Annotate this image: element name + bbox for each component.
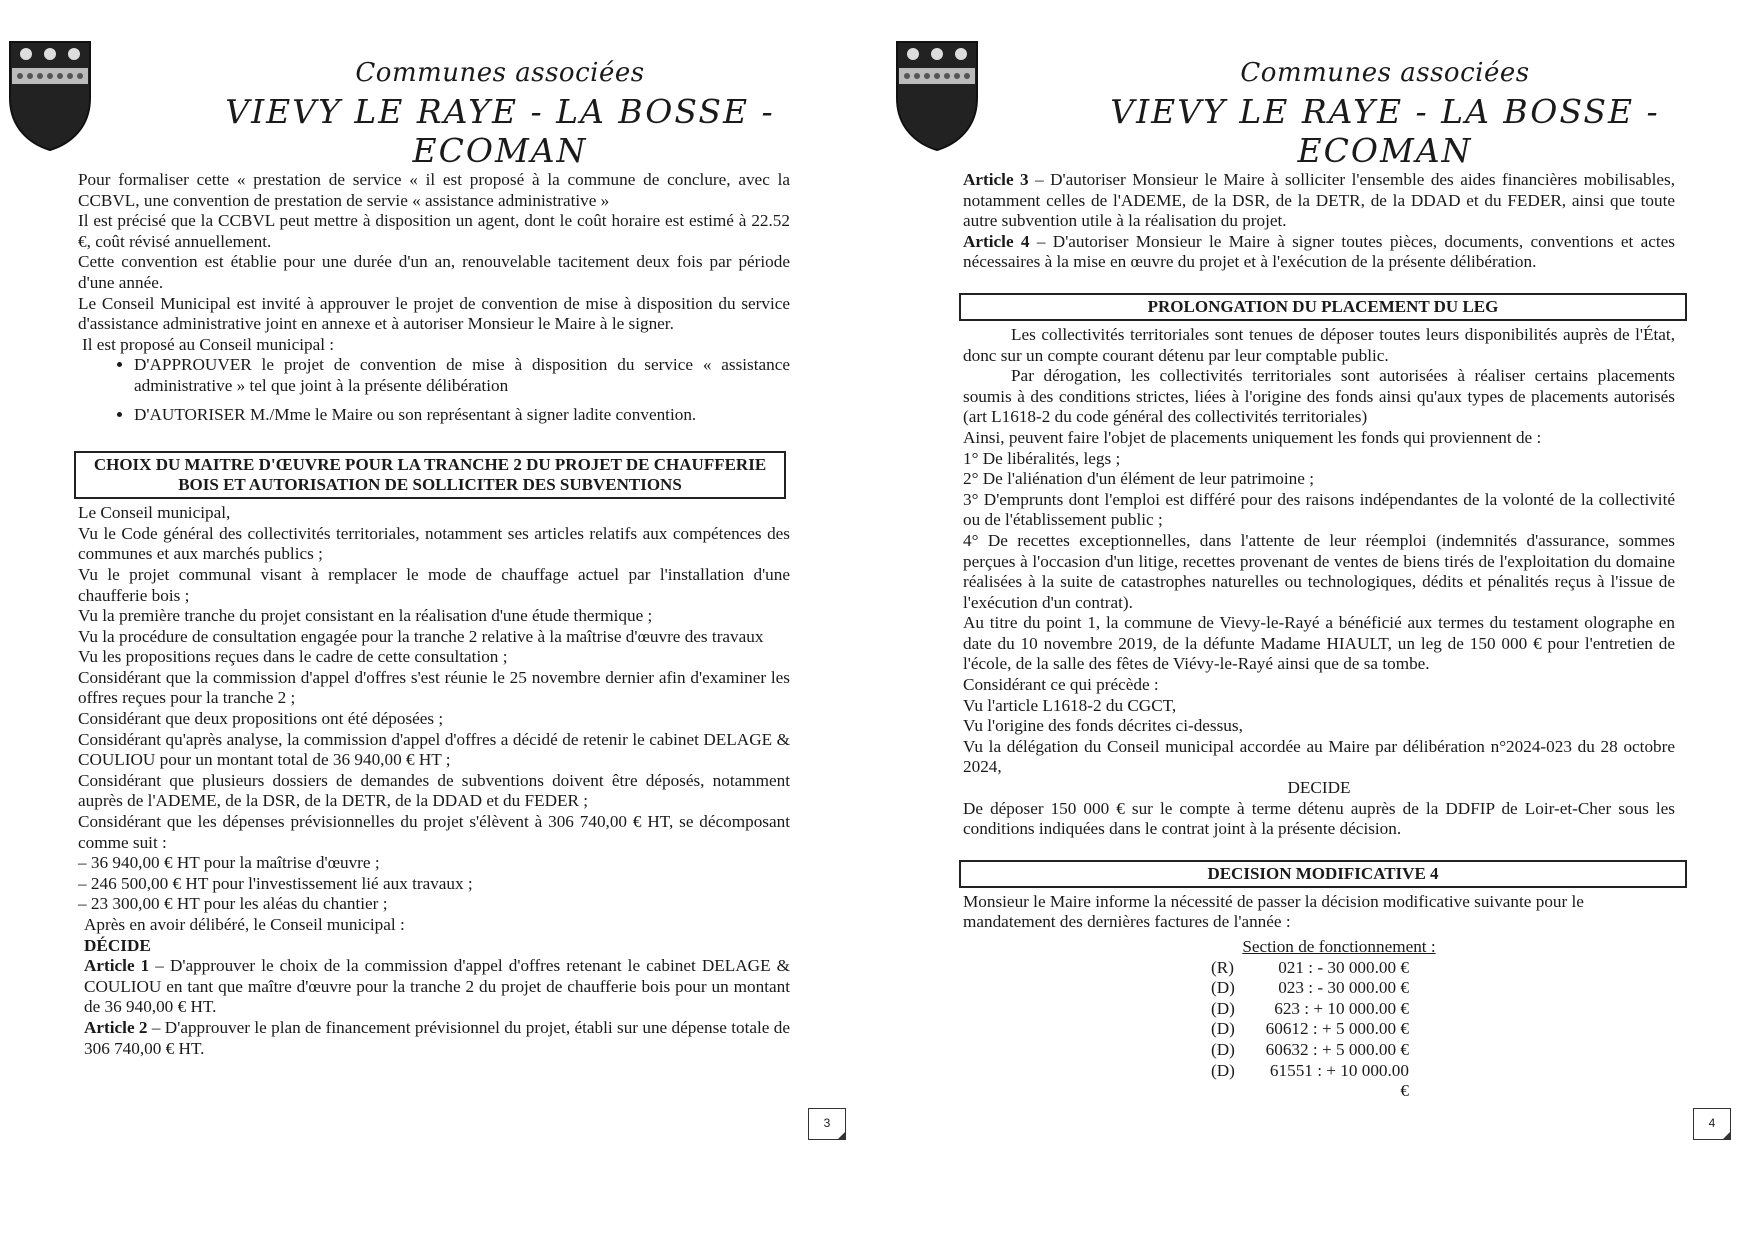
table-row — [963, 999, 1675, 1020]
letterhead-line2: VIEVY LE RAYE - LA BOSSE - ECOMAN — [225, 92, 775, 170]
dm-value: 023 : - 30 000.00 € — [1278, 978, 1409, 998]
intro-para: Le Conseil Municipal est invité à approuver le projet de convention de mise à disposition du service d'assistance administrative joint en annexe et à autoriser Monsieur le Maire à le signer. — [78, 293, 790, 334]
leg-item: 4° De recettes exceptionnelles, dans l'attente de leur réemploi (indemnités d'assurance, sommes perçues à l'occasion d'un litige, recettes provenant de ventes de biens tirés de l'exploitation du domaine réalisées à la suite de catastrophes naturelles ou technologiques, dédits et pénalités reçus à l'issue de l'exécution d'un contrat). — [963, 530, 1675, 612]
para: Considérant que plusieurs dossiers de demandes de subventions doivent être déposés, notamment auprès de l'ADEME, de la DSR, de la DETR, de la DDAD et du FEDER ; — [78, 770, 790, 811]
letterhead-line2: VIEVY LE RAYE - LA BOSSE - ECOMAN — [1110, 92, 1660, 170]
page-number-right: 4 — [1693, 1108, 1731, 1140]
para: Vu la procédure de consultation engagée pour la tranche 2 relative à la maîtrise d'œuvre des travaux — [78, 626, 764, 646]
leg-item: Considérant ce qui précède : — [963, 675, 1159, 695]
article-3 — [963, 170, 1675, 232]
cost-line: – 23 300,00 € HT pour les aléas du chantier ; — [78, 894, 388, 914]
cost-line: – 246 500,00 € HT pour l'investissement lié aux travaux ; — [78, 873, 473, 893]
leg-para: Par dérogation, les collectivités territoriales sont autorisées à réaliser certains placements soumis à des conditions strictes, liées à l'origine des fonds ainsi qu'aux types de placements autorisés (art L1618-2 du code général des collectivités territoriales) — [963, 366, 1675, 427]
page-right — [885, 0, 1755, 1240]
article-1 — [78, 956, 790, 1018]
decide-heading: DÉCIDE — [84, 935, 151, 955]
page-number-left: 3 — [808, 1108, 846, 1140]
leg-item: 2° De l'aliénation d'un élément de leur patrimoine ; — [963, 469, 1314, 489]
dm-type: (D) — [1211, 1019, 1235, 1039]
para: Considérant que la commission d'appel d'offres s'est réunie le 25 novembre dernier afin d'examiner les offres reçues pour la tranche 2 ; — [78, 667, 790, 708]
leg-para: Les collectivités territoriales sont tenues de déposer toutes leurs disponibilités auprès de l'État, donc sur un compte courant détenu par leur comptable public. — [963, 324, 1675, 365]
dm-section-caption: Section de fonctionnement : — [1242, 937, 1436, 956]
letterhead-line1: Communes associées — [1240, 58, 1530, 88]
letterhead — [1035, 58, 1735, 170]
proposal-list — [78, 355, 790, 425]
leg-item: Vu l'origine des fonds décrites ci-dessus, — [963, 716, 1243, 736]
leg-item: Au titre du point 1, la commune de Vievy-le-Rayé a bénéficié aux termes du testament olographe en date du 10 novembre 2019, de la défunte Madame HIAULT, un leg de 150 000 € pour l'entretien de l'école, de la salle des fêtes de Viévy-le-Rayé ainsi que de sa tombe. — [963, 613, 1675, 674]
article-3-label: Article 3 — [963, 170, 1029, 189]
leg-item: 3° D'emprunts dont l'emploi est différé pour des raisons indépendantes de la volonté de la collectivité ou de l'établissement public ; — [963, 489, 1675, 530]
para: Considérant que deux propositions ont été déposées ; — [78, 709, 444, 729]
list-item: • D'APPROUVER le projet de convention de mise à disposition du service « assistance administrative » tel que joint à la présente délibération — [134, 355, 790, 396]
table-row — [963, 1019, 1675, 1040]
para: Vu les propositions reçues dans le cadre de cette consultation ; — [78, 647, 508, 667]
list-item: • D'AUTORISER M./Mme le Maire ou son représentant à signer ladite convention. — [134, 405, 790, 426]
para: Considérant qu'après analyse, la commission d'appel d'offres a décidé de retenir le cabinet DELAGE & COULIOU pour un montant total de 36 940,00 € HT ; — [78, 729, 790, 770]
para: Considérant que les dépenses prévisionnelles du projet s'élèvent à 306 740,00 € HT, se décomposant comme suit : — [78, 812, 790, 852]
letterhead — [150, 58, 850, 170]
article-4-label: Article 4 — [963, 231, 1030, 251]
left-body — [78, 170, 790, 1059]
table-row — [963, 958, 1675, 979]
leg-item: 1° De libéralités, legs ; — [963, 448, 1121, 468]
leg-decision: De déposer 150 000 € sur le compte à terme détenu auprès de la DDFIP de Loir-et-Cher sous les conditions indiquées dans le contrat joint à la présente décision. — [963, 798, 1675, 839]
intro-para: Pour formaliser cette « prestation de service « il est proposé à la commune de conclure, avec la CCBVL, une convention de prestation de servie « assistance administrative » — [78, 170, 790, 210]
right-body — [963, 170, 1675, 1102]
intro-para: Il est précisé que la CCBVL peut mettre à disposition un agent, dont le coût horaire est estimé à 22.52 €, coût révisé annuellement. — [78, 211, 790, 251]
para: Vu le Code général des collectivités territoriales, notamment ses articles relatifs aux compétences des communes et aux marchés publics ; — [78, 523, 790, 564]
para: Après en avoir délibéré, le Conseil municipal : — [84, 915, 405, 934]
article-3-text: – D'autoriser Monsieur le Maire à solliciter l'ensemble des aides financières mobilisables, notamment celles de l'ADEME, de la DSR, de la DETR, de la DDAD et du FEDER, ainsi que toute autre subvention utile à la réalisation du projet. — [963, 170, 1675, 231]
dm-type: (D) — [1211, 998, 1235, 1018]
article-2 — [78, 1018, 790, 1059]
article-2-text: – D'approuver le plan de financement prévisionnel du projet, établi sur une dépense totale de 306 740,00 € HT. — [84, 1017, 790, 1058]
dm-value: 60632 : + 5 000.00 € — [1265, 1039, 1409, 1059]
letterhead-line1: Communes associées — [355, 58, 645, 88]
decide-heading: DECIDE — [1287, 778, 1351, 798]
dm-value: 623 : + 10 000.00 € — [1274, 998, 1409, 1018]
dm-type: (D) — [1211, 1060, 1235, 1080]
article-1-text: – D'approuver le choix de la commission d'appel d'offres retenant le cabinet DELAGE & COULIOU en tant que maître d'œuvre pour la tranche 2 du projet de chaufferie bois pour un montant de 36 940,00 € HT. — [84, 956, 790, 1017]
article-4-text: – D'autoriser Monsieur le Maire à signer toutes pièces, documents, conventions et actes nécessaires à la mise en œuvre du projet et à l'exécution de la présente délibération. — [963, 231, 1675, 272]
leg-item: Vu la délégation du Conseil municipal accordée au Maire par délibération n°2024-023 du 28 octobre 2024, — [963, 736, 1675, 777]
section-title-dm: DECISION MODIFICATIVE 4 — [959, 860, 1687, 888]
para: Vu la première tranche du projet consistant en la réalisation d'une étude thermique ; — [78, 606, 653, 626]
intro-para: Cette convention est établie pour une durée d'un an, renouvelable tacitement deux fois par période d'une année. — [78, 252, 790, 292]
section-title-leg: PROLONGATION DU PLACEMENT DU LEG — [959, 293, 1687, 321]
para: Le Conseil municipal, — [78, 503, 231, 523]
leg-item: Vu l'article L1618-2 du CGCT, — [963, 695, 1177, 715]
dm-value: 021 : - 30 000.00 € — [1278, 957, 1409, 977]
table-row — [963, 978, 1675, 999]
table-row — [963, 1061, 1675, 1102]
dm-value: 60612 : + 5 000.00 € — [1265, 1019, 1409, 1039]
dm-intro: Monsieur le Maire informe la nécessité de passer la décision modificative suivante pour le mandatement des dernières factures de l'année : — [963, 891, 1584, 932]
dm-type: (D) — [1211, 978, 1235, 998]
coat-of-arms-icon — [895, 40, 979, 152]
leg-item: Ainsi, peuvent faire l'objet de placements uniquement les fonds qui proviennent de : — [963, 427, 1542, 447]
para: Vu le projet communal visant à remplacer le mode de chauffage actuel par l'installation d'une chaufferie bois ; — [78, 564, 790, 605]
dm-type: (R) — [1211, 957, 1234, 977]
table-row — [963, 1040, 1675, 1061]
article-1-label: Article 1 — [84, 956, 150, 976]
dm-value: 61551 : + 10 000.00 € — [1269, 1060, 1409, 1101]
section-title-chaufferie: CHOIX DU MAITRE D'ŒUVRE POUR LA TRANCHE 2 DU PROJET DE CHAUFFERIE BOIS ET AUTORISATION DE SOLLICITER DES SUBVENTIONS — [74, 451, 786, 499]
dm-type: (D) — [1211, 1039, 1235, 1059]
article-4 — [963, 232, 1675, 273]
article-2-label: Article 2 — [84, 1017, 148, 1037]
coat-of-arms-icon — [8, 40, 92, 152]
dm-table — [963, 937, 1675, 1102]
cost-line: – 36 940,00 € HT pour la maîtrise d'œuvre ; — [78, 853, 380, 873]
intro-para: Il est proposé au Conseil municipal : — [82, 334, 335, 354]
page-left — [0, 0, 875, 1240]
